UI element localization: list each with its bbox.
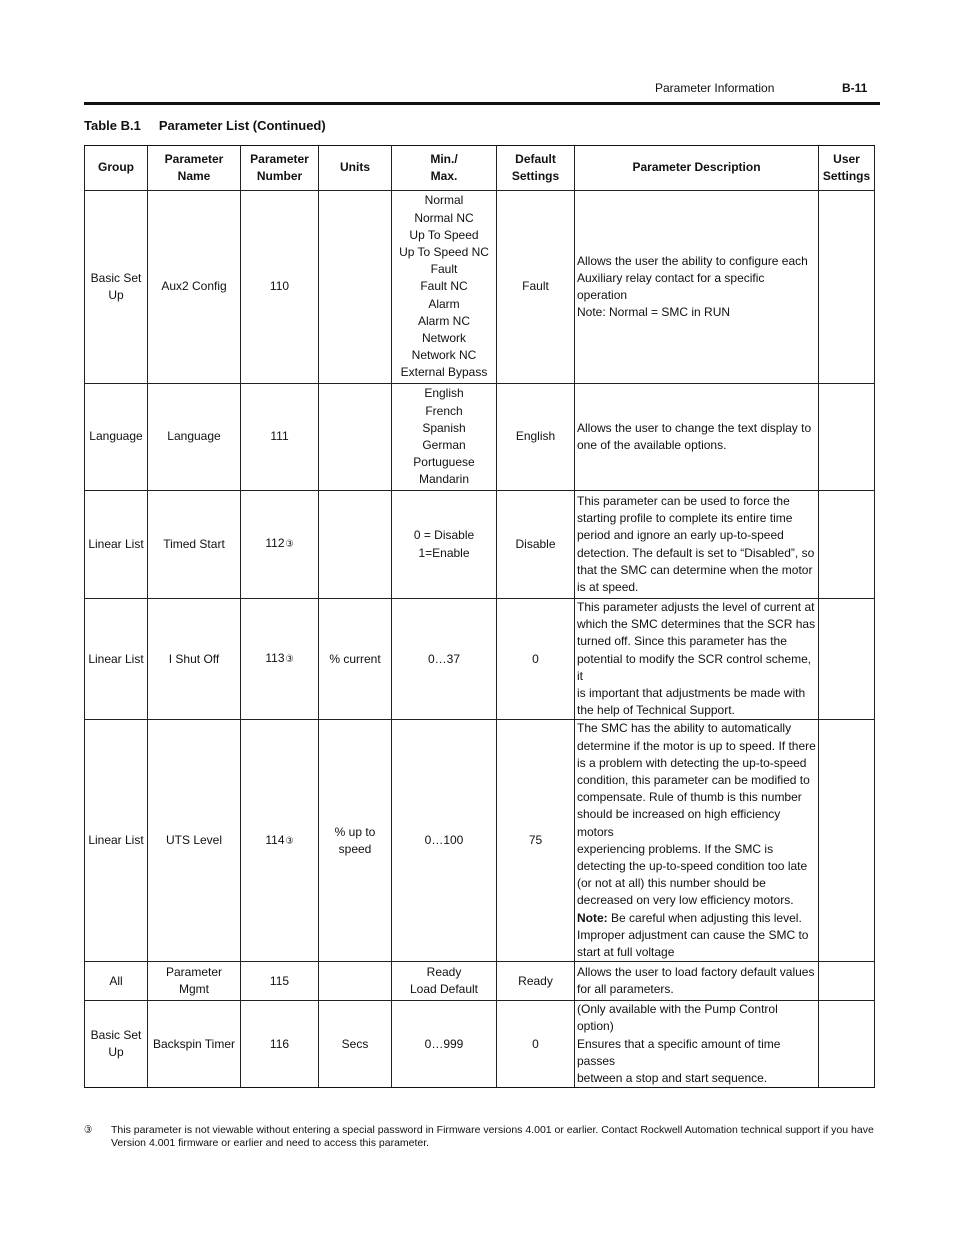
cell-line: turned off. Since this parameter has the xyxy=(577,634,787,649)
minmax-cell xyxy=(392,384,497,491)
table-header-row xyxy=(85,146,875,191)
column-header-parameter-name xyxy=(148,146,241,191)
parameter-name: Timed Start xyxy=(163,536,225,551)
cell-line: French xyxy=(425,403,463,418)
name-cell xyxy=(148,191,241,384)
cell-line: Number xyxy=(256,169,303,183)
cell-line: compensate. Rule of thumb is this number xyxy=(577,790,802,805)
group-cell xyxy=(85,384,148,491)
name-cell xyxy=(148,720,241,962)
user-settings-cell xyxy=(819,191,875,384)
cell-line: Linear List xyxy=(88,651,144,666)
cell-line: Basic Set xyxy=(90,1028,142,1043)
footnote-symbol: ③ xyxy=(84,1124,93,1136)
group-cell xyxy=(85,599,148,720)
cell-line: 0…37 xyxy=(427,651,461,666)
cell-line: Language xyxy=(89,429,143,444)
user-settings-cell xyxy=(819,1001,875,1088)
number-cell xyxy=(241,1001,319,1088)
cell-line: Up To Speed NC xyxy=(399,244,489,259)
cell-line: is a problem with detecting the up-to-speed xyxy=(577,755,807,770)
cell-line: The SMC has the ability to automatically xyxy=(577,721,792,736)
table-id: Table B.1 xyxy=(84,118,141,133)
cell-line: Basic Set xyxy=(90,270,142,285)
cell-line: Ready xyxy=(426,965,462,980)
cell-line: 0 = Disable xyxy=(413,528,475,543)
cell-line: Up xyxy=(108,288,124,302)
cell-line: Secs xyxy=(341,1036,369,1051)
column-header-default-settings xyxy=(497,146,575,191)
cell-line: Allows the user the ability to configure each xyxy=(577,253,808,268)
description-cell xyxy=(575,384,819,491)
default-value: Disable xyxy=(515,536,556,551)
parameter-number: 112 xyxy=(265,536,285,551)
table-row xyxy=(85,720,875,962)
cell-line: Up xyxy=(108,1045,124,1060)
minmax-cell xyxy=(392,720,497,962)
cell-line: % current xyxy=(329,651,381,666)
cell-line: Max. xyxy=(430,169,458,183)
name-cell xyxy=(148,384,241,491)
user-settings-cell xyxy=(819,491,875,599)
cell-line: the help of Technical Support. xyxy=(577,703,735,718)
default-value: Fault xyxy=(522,279,549,294)
default-cell xyxy=(497,1001,575,1088)
cell-line: Alarm NC xyxy=(417,313,470,328)
column-header-min-max xyxy=(392,146,497,191)
cell-line: (or not at all) this number should be xyxy=(577,876,766,891)
table-row xyxy=(85,191,875,384)
parameter-name: UTS Level xyxy=(165,833,223,848)
cell-line: Auxiliary relay contact for a specific operation xyxy=(577,270,765,302)
user-settings-cell xyxy=(819,599,875,720)
cell-line: is at speed. xyxy=(577,579,639,594)
cell-line: % up to xyxy=(334,824,376,839)
units-cell xyxy=(319,1001,392,1088)
footnote-marker: ③ xyxy=(285,654,294,666)
parameter-name: Language xyxy=(167,429,221,444)
parameter-number: 113 xyxy=(265,651,285,666)
cell-line: Allows the user to change the text display to xyxy=(577,420,812,435)
units-cell xyxy=(319,962,392,1001)
default-cell xyxy=(497,599,575,720)
cell-line: for all parameters. xyxy=(577,982,674,997)
column-header-group xyxy=(85,146,148,191)
default-value: 0 xyxy=(532,651,539,666)
cell-line: Default xyxy=(515,151,556,166)
name-cell xyxy=(148,599,241,720)
cell-line: 1=Enable xyxy=(418,545,470,560)
cell-line: 0…100 xyxy=(424,833,464,848)
name-cell xyxy=(148,1001,241,1088)
cell-line: Allows the user to load factory default values xyxy=(577,965,815,980)
cell-line: German xyxy=(422,438,466,452)
group-cell xyxy=(85,720,148,962)
group-cell xyxy=(85,491,148,599)
note-line: start at full voltage xyxy=(577,945,675,960)
cell-line: This parameter adjusts the level of current at xyxy=(577,600,815,614)
cell-line: Linear List xyxy=(88,536,144,551)
table-row xyxy=(85,491,875,599)
cell-line: (Only available with the Pump Control option) xyxy=(577,1002,778,1034)
cell-line: Name xyxy=(177,169,211,183)
cell-line: one of the available options. xyxy=(577,438,727,452)
parameter-number: 110 xyxy=(269,279,290,294)
cell-line: Normal NC xyxy=(414,210,474,225)
parameter-name: Parameter Mgmt xyxy=(165,965,223,997)
cell-line: Fault NC xyxy=(420,279,468,294)
number-cell xyxy=(241,720,319,962)
cell-line: Network NC xyxy=(411,348,477,363)
cell-line: Network xyxy=(421,331,466,345)
cell-line: Note: Normal = SMC in RUN xyxy=(577,305,731,320)
column-header-user-settings xyxy=(819,146,875,191)
cell-line: Settings xyxy=(822,169,871,183)
description-cell xyxy=(575,599,819,720)
cell-line: All xyxy=(109,973,123,988)
cell-line: is important that adjustments be made with xyxy=(577,686,806,701)
group-cell xyxy=(85,1001,148,1088)
footnote-marker: ③ xyxy=(285,539,294,551)
cell-line: condition, this parameter can be modified to xyxy=(577,773,810,788)
description-cell xyxy=(575,720,819,962)
cell-line: experiencing problems. If the SMC is xyxy=(577,841,774,856)
units-cell xyxy=(319,191,392,384)
column-header-parameter-number xyxy=(241,146,319,191)
default-cell xyxy=(497,191,575,384)
footnote-text: This parameter is not viewable without entering a special password in Firmware versions 4.001 or earlier. Contact Rockwell Automation technical support if you have Version 4.001 firmware or earlier and need to access this parameter. xyxy=(111,1124,874,1149)
cell-line: This parameter can be used to force the xyxy=(577,493,790,508)
note-line: Improper adjustment can cause the SMC to xyxy=(577,927,809,942)
group-cell xyxy=(85,191,148,384)
table-body xyxy=(85,191,875,1088)
default-cell xyxy=(497,962,575,1001)
cell-line: potential to modify the SCR control scheme, it xyxy=(577,651,812,683)
note-label: Note: xyxy=(577,910,608,925)
minmax-cell xyxy=(392,1001,497,1088)
cell-line: External Bypass xyxy=(400,365,488,380)
minmax-cell xyxy=(392,491,497,599)
note-line: Be careful when adjusting this level. xyxy=(607,910,802,925)
footnote-marker: ③ xyxy=(285,835,294,847)
column-header-parameter-description xyxy=(575,146,819,191)
cell-line: between a stop and start sequence. xyxy=(577,1071,768,1086)
cell-line: should be increased on high efficiency motors xyxy=(577,807,781,839)
cell-line: speed xyxy=(338,841,372,856)
cell-line: starting profile to complete its entire time xyxy=(577,511,793,526)
table-title: Parameter List (Continued) xyxy=(158,118,326,133)
cell-line: Units xyxy=(340,160,370,175)
cell-line: period and ignore an early up-to-speed xyxy=(577,528,784,543)
cell-line: determine if the motor is up to speed. If there xyxy=(577,738,816,753)
units-cell xyxy=(319,599,392,720)
cell-line: User xyxy=(833,151,860,166)
cell-line: Settings xyxy=(511,169,560,183)
cell-line: decreased on very low efficiency motors. xyxy=(577,893,794,908)
running-header-title: Parameter Information xyxy=(655,81,775,95)
cell-line: Alarm xyxy=(428,296,460,311)
units-cell xyxy=(319,720,392,962)
default-value: Ready xyxy=(518,973,553,988)
number-cell xyxy=(241,962,319,1001)
default-value: 0 xyxy=(532,1036,539,1051)
cell-line: detection. The default is set to “Disabled”, so xyxy=(577,545,815,560)
units-cell xyxy=(319,384,392,491)
parameter-name: I Shut Off xyxy=(168,651,220,666)
cell-line: Ensures that a specific amount of time passes xyxy=(577,1036,781,1068)
table-row xyxy=(85,599,875,720)
name-cell xyxy=(148,491,241,599)
header-rule xyxy=(84,102,880,105)
name-cell xyxy=(148,962,241,1001)
cell-line: Portuguese xyxy=(413,455,475,470)
parameter-name: Aux2 Config xyxy=(161,279,227,294)
minmax-cell xyxy=(392,191,497,384)
cell-line: which the SMC determines that the SCR has xyxy=(577,617,816,632)
description-cell xyxy=(575,191,819,384)
table-row xyxy=(85,384,875,491)
parameter-number: 114 xyxy=(265,832,285,847)
cell-line: Up To Speed xyxy=(409,227,479,242)
number-cell xyxy=(241,599,319,720)
table-row xyxy=(85,962,875,1001)
units-cell xyxy=(319,491,392,599)
number-cell xyxy=(241,384,319,491)
parameter-table xyxy=(84,145,875,1088)
cell-line: that the SMC can determine when the motor xyxy=(577,562,813,577)
default-cell xyxy=(497,384,575,491)
description-cell xyxy=(575,1001,819,1088)
default-value: English xyxy=(515,429,556,444)
table-row xyxy=(85,1001,875,1088)
minmax-cell xyxy=(392,962,497,1001)
description-cell xyxy=(575,962,819,1001)
cell-line: Mandarin xyxy=(418,472,470,487)
cell-line: English xyxy=(424,386,464,401)
cell-line: Normal xyxy=(424,193,464,208)
table-caption xyxy=(84,118,326,133)
parameter-number: 111 xyxy=(270,429,289,444)
user-settings-cell xyxy=(819,720,875,962)
cell-line: Group xyxy=(98,160,134,175)
cell-line: detecting the up-to-speed condition too late xyxy=(577,859,808,874)
cell-line: Parameter xyxy=(250,151,309,166)
minmax-cell xyxy=(392,599,497,720)
cell-line: Parameter xyxy=(164,151,224,166)
cell-line: 0…999 xyxy=(424,1036,464,1051)
cell-line: Fault xyxy=(430,262,458,277)
parameter-name: Backspin Timer xyxy=(152,1036,236,1051)
group-cell xyxy=(85,962,148,1001)
default-cell xyxy=(497,491,575,599)
cell-line: Load Default xyxy=(409,982,479,997)
number-cell xyxy=(241,491,319,599)
user-settings-cell xyxy=(819,962,875,1001)
default-cell xyxy=(497,720,575,962)
column-header-units xyxy=(319,146,392,191)
default-value: 75 xyxy=(528,833,543,848)
cell-line: Parameter Description xyxy=(632,160,761,175)
cell-line: Linear List xyxy=(88,833,144,848)
parameter-number: 115 xyxy=(269,973,290,988)
cell-line: Spanish xyxy=(422,420,466,435)
user-settings-cell xyxy=(819,384,875,491)
description-cell xyxy=(575,491,819,599)
page-number: B-11 xyxy=(842,81,868,95)
number-cell xyxy=(241,191,319,384)
cell-line: Min./ xyxy=(430,151,458,166)
parameter-number: 116 xyxy=(269,1036,290,1051)
